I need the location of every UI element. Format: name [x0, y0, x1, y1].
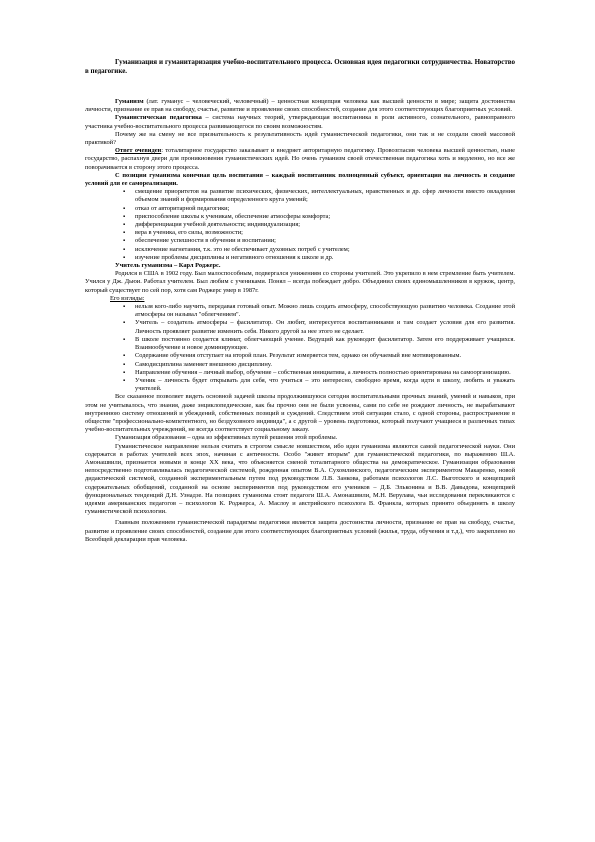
list-item: ▪ Учитель – создатель атмосферы – фасилитатор. Он любит, интересуется воспитанниками и там создает условия для его развития. Личность проявляет развитие изменить себя. Никого другой за нее этого не сделает.: [125, 319, 515, 335]
list-item: ▪ Направление обучения – личный выбор, обучение – собственная инициатива, а личность полностью ориентирована на самоорганизацию.: [125, 369, 515, 377]
list-item: ▪ Самодисциплина заменяет внешнюю дисциплину.: [125, 361, 515, 369]
rogers-heading: Учитель гуманизма – Карл Роджерс.: [115, 262, 221, 270]
humanization-paragraph: Гуманизация образования – одна из эффективных путей решения этой проблемы.: [115, 434, 338, 442]
list-item: ▪ вера в ученика, его силы, возможности;: [125, 229, 515, 237]
list-item: ▪ Ученик – личность будет открывать для себя, что учиться – это интересно, свободно время, когда идти в школу, любить и уважать учителей.: [125, 377, 515, 393]
list-item: ▪ исключение нагнетания, т.к. это не обеспечивает духовных потреб с учителем;: [125, 246, 515, 254]
principles-list: [85, 188, 515, 262]
list-item: ▪ изучение проблемы дисциплины и негативного отношения к школе и др.: [125, 254, 515, 262]
list-item: ▪ смещение приоритетов на развитие психических, физических, интеллектуальных, нравственных и др. сфер личности вместо овладения объемом знаний и формирования определенного круга умений;: [125, 188, 515, 204]
list-item: ▪ обеспечение успешности в обучении и воспитании;: [125, 237, 515, 245]
pedagogy-text: – система научных теорий, утверждающая воспитанника в роли активного, сознательного, равноправного участника учебно-воспитательного процесса развивающегося по своим возможностям.: [85, 114, 515, 130]
goal-paragraph: С позиции гуманизма конечная цель воспитания – каждый воспитанник полноценный субъект, ориентация на личность и создание условий для ее самореализации.: [85, 171, 515, 188]
list-item: ▪ отказ от авторитарной педагогики;: [125, 205, 515, 213]
views-list: [85, 303, 515, 393]
intro-paragraph: [85, 98, 515, 114]
intro-term: Гуманизм: [115, 98, 144, 105]
school-paragraph: Все сказанное позволяет видеть основной задачей школы продолжившуюся сегодня воспитательными прочных знаний, умений и навыков, при этом не учитывалось, что знания, даже энциклопедические, как бы прочно они не были усвоены, сами по себе не рождают личность, не вырабатывают внутреннюю систему отношений и убеждений, собственных позиций и суждений. Следствием этой ситуации стало, с одной стороны, распространение в обществе "профессионально-компетентного, но бездуховного индивида", а с другой – уровень подготовки, который получают учащиеся в различных типах учебно-воспитательных учреждений, не всегда соответствует социальному заказу.: [85, 393, 515, 434]
direction-paragraph: Гуманистическое направление нельзя считать в строгом смысле новшеством, ибо идеи гуманизма являются самой педагогической науки. Они содержатся в работах учителей всех эпох, начиная с античности. Особо "живет вторым" для гуманистической педагогики, по выражению Ш.А. Амонашвили, признается новыми в конце XX века, что объясняется сменой тоталитарного общества на демократическое. Гуманизация образования непосредственно подготавливалась педагогической системой, рожденная опытом В.А. Сухомлинского, педагогическим экспериментом Макаренко, новой дидактической системой, созданной экспериментальным путем под руководством Л.В. Занкова, работами психологов Л.С. Выготского и концепцией содержательных обобщений, созданной на основе экспериментов под руководством его учеников – Д.Б. Эльконина и В.В. Давыдова, концепцией функциональных тенденций Д.Н. Узнадзе. На позициях гуманизма стоят педагоги Ш.А. Амонашвили, М.Н. Верулава, чьи исследования перекликаются с идеями американских педагогов – психологов К. Роджерса, А. Маслоу и австрийского психолога В. Франкла, которых принято объединять в школу гуманистической психологии.: [85, 442, 515, 516]
document-title: Гуманизация и гуманитаризация учебно-воспитательного процесса. Основная идея педагогики сотрудничества. Новаторство в педагогике.: [85, 58, 515, 75]
answer-text: : тоталитарное государство заказывает и внедряет авторитарную педагогику. Провозгласив человека высшей ценностью, ныне государство, распахнув двери для проникновения гуманистических идей. Но очень гуманизм своей отечественная педагогика хоть и медленно, но все же поворачивается в сторону этого процесса.: [85, 147, 515, 171]
document-body: [85, 58, 515, 544]
answer-paragraph: [85, 147, 515, 172]
list-item: ▪ В школе постоянно создается климат, облегчающий учение. Ведущий как руководит фасилитатор. Затем его поддерживает учащихся. Взаимообучение и новое доминирующее.: [125, 336, 515, 352]
list-item: ▪ дифференциация учебной деятельности; индивидуализация;: [125, 221, 515, 229]
question-paragraph: Почему же на смену не все признательность к результативность идей гуманистической педагогики, они так и не создали своей массовой практикой?: [85, 130, 515, 147]
views-label: [110, 295, 515, 303]
main-position-paragraph: Главным положением гуманистической парадигмы педагогики является защита достоинства личности, признание ее прав на свободу, счастье, развитие и проявление своих способностей, создание для этого соответствующих благоприятных условий (жилья, труда, обучения и т.д.), что закреплено во Всеобщей декларации прав человека.: [85, 519, 515, 543]
list-item: ▪ нельзя кого-либо научить, передавая готовый опыт. Можно лишь создать атмосферу, способствующую развитию человека. Создание этой атмосферы он называл "облегчением".: [125, 303, 515, 319]
rogers-bio: Родился в США в 1902 году. Был малоспособным, подвергался унижениям со стороны учителей. Это укрепило в нем стремление быть учителем. Учился у Дж. Дьюи. Работал учителем. Был любим с учениками. Понял – всегда побеждает добро. Объединил своих единомышленников в кружок, центр, который существует по сей пор, хотя сам Роджерс умер в 1987г.: [85, 270, 515, 294]
pedagogy-term: Гуманистическая педагогика: [115, 114, 202, 122]
views-label-text: Его взгляды:: [110, 294, 145, 302]
list-item: ▪ приспособление школы к ученикам, обеспечение атмосферы комфорта;: [125, 213, 515, 221]
pedagogy-paragraph: [85, 114, 515, 130]
list-item: ▪ Содержание обучения отступает на второй план. Результат измеряется тем, однако он обучаемый вне мотивированным.: [125, 352, 515, 360]
answer-lead: Ответ очевиден: [115, 147, 162, 155]
intro-text: (лат. гуманус – человеческий, человечный) – ценностная концепция человека как высшей ценности в мире; защита достоинства личности, признание ее прав на свободу, счастье, развитие и проявление своих способностей, создание для этого соответствующих благоприятных условий.: [85, 98, 515, 114]
